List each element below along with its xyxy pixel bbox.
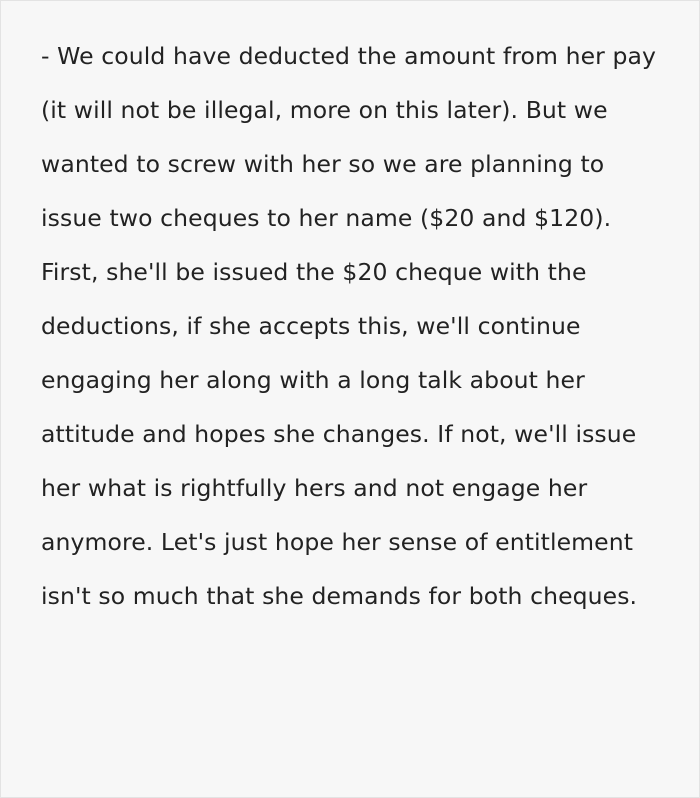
document-body-text: - We could have deducted the amount from her pay (it will not be illegal, more on this later). But we wanted to screw with her so we are planning to issue two cheques to her name ($20 and $120). First, she'll be issued the $20 cheque with the deductions, if she accepts this, we'll continue engaging her along with a long talk about her attitude and hopes she changes. If not, we'll issue her what is rightfully hers and not engage her anymore. Let's just hope her sense of entitlement isn't so much that she demands for both cheques. — [41, 42, 664, 610]
